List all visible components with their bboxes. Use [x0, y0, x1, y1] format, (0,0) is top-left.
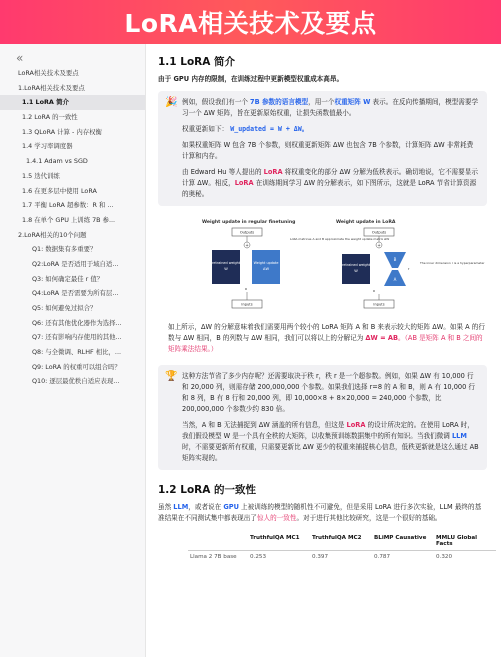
table-cell: 0.253 [250, 554, 267, 560]
rank-note: The inner dimension r is a hyperparameter [420, 261, 485, 265]
b-label: B [393, 257, 397, 262]
decomposition-paragraph: 如上所示，ΔW 的分解意味着我们需要用两个较小的 LoRA 矩阵 A 和 B 来表示较大的矩阵 ΔW。如果 A 的行数与 ΔW 相同，B 的列数与 ΔW 相同，我们可以将以上的分解记为 ΔW = AB。（AB 是矩阵 A 和 B 之间的矩阵乘法结果。） [168, 323, 485, 353]
left-dw-label: ΔW [262, 267, 270, 271]
table-header-cell: MMLU Global Facts [434, 532, 496, 551]
section-title-intro: 1.1 LoRA 简介 [158, 56, 236, 68]
party-icon: 🎉 [165, 97, 178, 108]
right-inputs-label: Inputs [373, 302, 385, 307]
lora-diagram [194, 216, 485, 314]
toc-item[interactable]: 1.2 LoRA 的一致性 [22, 113, 78, 122]
toc-item[interactable]: 1.5 迭代训练 [22, 171, 60, 180]
toc-item[interactable]: Q6: 还有其他优化器作为选择... [32, 318, 122, 327]
toc-item[interactable]: Q1: 数据集有多重要？ [32, 245, 97, 254]
memory-paragraph-2: 当然，A 和 B 无法捕捉到 ΔW 涵盖的所有信息，但这是 LoRA 的设计所决定的。在使用 LoRA 时，我们假设模型 W 是一个具有全秩的大矩阵，以收集预训练数据集中的所有知识。当我们微调 LLM 时，不需要更新所有权重，只需要更新比 ΔW 更少的权重来捕捉核心信息，低秩更新就是这么通过 AB 矩阵实现的。 [182, 421, 479, 462]
table-header-cell: TruthfulQA MC2 [310, 532, 372, 551]
toc-item[interactable]: Q3: 如何确定最佳 r 值？ [32, 274, 104, 283]
banner-title: LoRA相关技术及要点 [124, 9, 377, 38]
toc-list [0, 66, 145, 389]
r-label: r [408, 267, 410, 271]
table-header-cell: BLiMP Causative [372, 532, 434, 551]
memory-callout [158, 365, 487, 470]
toc-item[interactable]: 1.6 在更多层中使用 LoRA [22, 186, 97, 195]
toc-item[interactable]: 1.4 学习率调度器 [22, 142, 73, 151]
table-row [188, 551, 501, 563]
table-cell: 0.787 [374, 554, 391, 560]
toc-item[interactable]: Q5: 如何避免过拟合？ [32, 304, 97, 312]
intro-paragraph: 由于 GPU 内存的限制，在训练过程中更新模型权重成本高昂。 [158, 75, 344, 83]
banner [0, 0, 501, 44]
callout-paragraph-4: 由 Edward Hu 等人提出的 LoRA 将权重变化的部分 ΔW 分解为低秩表示。确切地说，它不需要显示计算 ΔW。相反，LoRA 在训练期间学习 ΔW 的分解表示，如下图所示，这就是 LoRA 节省计算资源的奥秘。 [182, 168, 478, 198]
trophy-icon: 🏆 [165, 371, 178, 382]
toc-sidebar [0, 44, 146, 657]
left-pretrained-label: Pretrained weights [210, 261, 242, 265]
toc-item[interactable]: 1.3 QLoRA 计算 - 内存权衡 [22, 127, 102, 136]
consistency-paragraph: 虽然 LLM，或者说在 GPU 上被训练的模型的随机性不可避免，但是采用 LoRA 进行多次实验，LLM 最终的基准结果在不同测试集中都表现出了惊人的一致性。对于进行其他比较研究，这是一个很好的基础。 [158, 503, 482, 522]
toc-item[interactable]: 1.4.1 Adam vs SGD [26, 157, 88, 166]
section-title-consistency: 1.2 LoRA 的一致性 [158, 484, 257, 496]
toc-item[interactable]: 1.8 在单个 GPU 上训练 7B 参... [22, 215, 116, 224]
table-header-row [188, 532, 501, 551]
double-chevron-left-icon[interactable]: « [16, 51, 24, 65]
toc-item[interactable]: Q8: 与全微调、RLHF 相比，... [32, 348, 122, 357]
table-cell: 0.397 [312, 554, 329, 560]
right-diagram-title: Weight update in LoRA [336, 220, 396, 225]
svg-text:+: + [245, 242, 249, 248]
toc-item[interactable]: Q2:LoRA 是否适用于域自适... [32, 259, 119, 268]
table-cell: 0.320 [436, 554, 453, 560]
left-w-label: W [224, 267, 228, 271]
left-update-label: Weight update [253, 261, 279, 265]
benchmark-table [188, 532, 501, 563]
toc-item[interactable]: Q4:LoRA 是否需要为所有层... [32, 289, 119, 298]
callout-paragraph-3: 如果权重矩阵 W 包含 7B 个参数，则权重更新矩阵 ΔW 也包含 7B 个参数，计算矩阵 ΔW 非常耗费计算和内存。 [182, 141, 474, 160]
update-formula: W_updated = W + ΔW。 [230, 125, 309, 133]
callout-paragraph-1: 例如，假设我们有一个 7B 参数的语言模型，用一个权重矩阵 W 表示。在反向传播期间，模型需要学习一个 ΔW 矩阵，旨在更新原始权重，让损失函数值最小。 [182, 98, 479, 117]
right-w-label: W [354, 269, 358, 273]
toc-item[interactable]: Q7: 还有影响内存使用的其他... [32, 333, 122, 342]
right-pretrained-label: Pretrained weights [340, 263, 372, 267]
right-outputs-label: Outputs [371, 230, 387, 235]
a-label: A [393, 277, 397, 282]
table-cell: Llama 2 7B base [190, 554, 237, 560]
right-x-label: x [372, 289, 376, 293]
left-outputs-label: Outputs [239, 230, 255, 235]
lora-note: LoRA matrices A and B approximate the weight update matrix ΔW [290, 237, 390, 241]
svg-text:+: + [377, 242, 381, 248]
left-inputs-label: Inputs [241, 302, 253, 307]
example-callout [158, 91, 487, 206]
toc-item[interactable]: Q9: LoRA 的权重可以组合吗？ [32, 362, 121, 371]
toc-item[interactable]: 1.LoRA相关技术及要点 [18, 83, 85, 92]
left-x-label: x [244, 287, 248, 291]
table-header-cell: TruthfulQA MC1 [248, 532, 310, 551]
table-header-cell [188, 532, 248, 551]
left-diagram-title: Weight update in regular finetuning [202, 220, 296, 225]
article-content [146, 44, 501, 657]
toc-item[interactable]: 1.7 平衡 LoRA 超参数：R 和 ... [22, 201, 114, 210]
toc-item[interactable]: 1.1 LoRA 简介 [0, 95, 145, 110]
callout-formula-line: 权重更新如下： W_updated = W + ΔW。 [182, 125, 309, 133]
toc-item[interactable]: Q10: 逐层最优秩自适应表现... [32, 377, 120, 386]
lora-diagram-svg [194, 216, 485, 314]
toc-item[interactable]: 2.LoRA相关的10个问题 [18, 230, 87, 239]
memory-paragraph-1: 这种方法节省了多少内存呢？还需要取决于秩 r，秩 r 是一个超参数。例如，如果 ΔW 有 10,000 行和 20,000 列，则需存储 200,000,000 个参数。如果我们选择 r=8 的 A 和 B，则 A 有 10,000 行和 8 列，B 有 8 行和 20,000 列，即 10,000×8 + 8×20,000 = 240,000 个参数，比 200,000,000 个参数少约 830 倍。 [182, 372, 475, 413]
toc-item[interactable]: LoRA相关技术及要点 [18, 69, 79, 77]
